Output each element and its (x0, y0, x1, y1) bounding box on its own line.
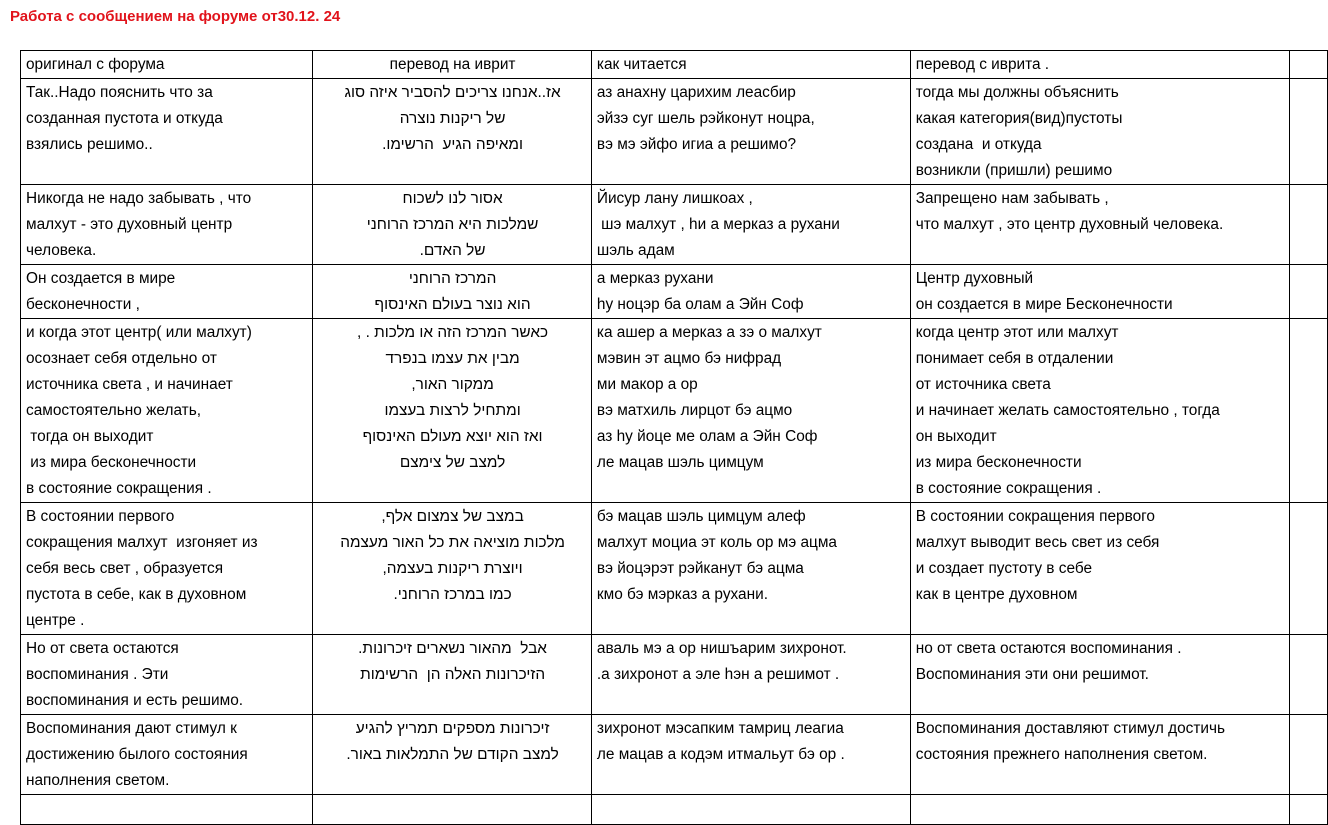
table-row (21, 715, 1328, 795)
cell-line: הזיכרונות האלה הן הרשימות (360, 666, 546, 683)
translation-cell (910, 265, 1289, 319)
cell-line: של ריקנות נוצרה (399, 110, 506, 127)
cell-line: В состоянии первого (26, 508, 175, 525)
extra-cell (1289, 715, 1328, 795)
original-cell (21, 503, 313, 635)
table-row-partial (21, 795, 1328, 825)
cell-line: ка ашер а мерказ а зэ о малхут (596, 324, 822, 341)
original-cell (21, 79, 313, 185)
cell-line: тогда он выходит (26, 428, 154, 445)
cell-line: человека. (26, 242, 97, 259)
cell-line: ми макор а ор (596, 376, 698, 393)
reading-cell (591, 265, 910, 319)
cell-line: как в центре духовном (915, 586, 1078, 603)
cell-line: вэ матхиль лирцот бэ ацмо (596, 402, 793, 419)
hebrew-cell (313, 79, 592, 185)
cell-line: כמו במרכז הרוחני. (393, 586, 512, 603)
original-cell (21, 319, 313, 503)
cell-line: כאשר המרכז הזה או מלכות . , (357, 324, 549, 341)
hebrew-cell (313, 715, 592, 795)
cell-line: а мерказ рухани (596, 270, 714, 287)
cell-line: достижению былого состояния (26, 746, 248, 763)
cell-line: ויוצרת ריקנות בעצמה, (382, 560, 523, 577)
cell-line: шэ малхут , hи а мерказ а рухани (596, 216, 840, 233)
cell-line: кмо бэ мэрказ а рухани. (596, 586, 768, 603)
document-title: Работа с сообщением на форуме от30.12. 24 (10, 8, 341, 25)
cell-line: Воспоминания дают стимул к (26, 720, 237, 737)
cell-line: малхут выводит весь свет из себя (915, 534, 1160, 551)
cell-line: но от света остаются воспоминания . (915, 640, 1182, 657)
cell-line: он создается в мире Бесконечности (915, 296, 1173, 313)
cell-line: ле мацав а кодэм итмальут бэ ор . (596, 746, 845, 763)
table-row (21, 319, 1328, 503)
reading-cell (591, 185, 910, 265)
cell-line: бесконечности , (26, 296, 140, 313)
cell-line: наполнения светом. (26, 772, 170, 789)
table-row (21, 185, 1328, 265)
cell-line: состояния прежнего наполнения светом. (915, 746, 1208, 763)
cell-line: ממקור האור, (411, 376, 494, 393)
extra-cell (1289, 635, 1328, 715)
cell-line: себя весь свет , образуется (26, 560, 224, 577)
header-cell-extra (1289, 51, 1328, 79)
table-row (21, 265, 1328, 319)
cell-line: аз hу йоце ме олам а Эйн Соф (596, 428, 818, 445)
translation-cell (910, 319, 1289, 503)
cell-line: в состояние сокращения . (915, 480, 1102, 497)
extra-cell (1289, 265, 1328, 319)
cell-line: ומתחיל לרצות בעצמו (384, 402, 521, 419)
header-cell-hebrew-translation: перевод на иврит (313, 51, 592, 79)
empty-cell (313, 795, 592, 825)
hebrew-cell (313, 185, 592, 265)
cell-line: למצב של צימצם (399, 454, 506, 471)
translation-table (20, 50, 1328, 825)
cell-line: Воспоминания доставляют стимул достичь (915, 720, 1226, 737)
header-row (21, 51, 1328, 79)
extra-cell (1289, 185, 1328, 265)
cell-line: бэ мацав шэль цимцум алеф (596, 508, 806, 525)
translation-cell (910, 79, 1289, 185)
reading-cell (591, 635, 910, 715)
cell-line: מלכות מוציאה את כל האור מעצמה (340, 534, 565, 551)
cell-line: שמלכות היא המרכז הרוחני (366, 216, 539, 233)
cell-line: למצב הקודם של התמלאות באור. (346, 746, 559, 763)
empty-cell (910, 795, 1289, 825)
cell-line: אז..אנחנו צריכים להסביר איזה סוג (344, 84, 561, 101)
cell-line: зихронот мэсапким тамриц леагиа (596, 720, 844, 737)
cell-line: сокращения малхут изгоняет из (26, 534, 258, 551)
cell-line: тогда мы должны объяснить (915, 84, 1119, 101)
cell-line: Центр духовный (915, 270, 1034, 287)
cell-line: малхут - это духовный центр (26, 216, 233, 233)
extra-cell (1289, 79, 1328, 185)
cell-line: когда центр этот или малхут (915, 324, 1119, 341)
cell-line: hу ноцэр ба олам а Эйн Соф (596, 296, 804, 313)
hebrew-cell (313, 635, 592, 715)
header-cell-reading: как читается (591, 51, 910, 79)
cell-line: аваль мэ а ор нишъарим зихронот. (596, 640, 847, 657)
cell-line: אבל מהאור נשארים זיכרונות. (358, 640, 547, 657)
cell-line: шэль адам (596, 242, 675, 259)
table-row (21, 79, 1328, 185)
hebrew-cell (313, 265, 592, 319)
reading-cell (591, 715, 910, 795)
cell-line: и создает пустоту в себе (915, 560, 1093, 577)
cell-line: ле мацав шэль цимцум (596, 454, 764, 471)
cell-line: осознает себя отдельно от (26, 350, 217, 367)
cell-line: המרכז הרוחני (408, 270, 497, 287)
reading-cell (591, 319, 910, 503)
cell-line: מבין את עצמו בנפרד (385, 350, 520, 367)
table-row (21, 503, 1328, 635)
header-cell-original: оригинал с форума (21, 51, 313, 79)
reading-cell (591, 503, 910, 635)
cell-line: Так..Надо пояснить что за (26, 84, 213, 101)
translation-cell (910, 715, 1289, 795)
cell-line: аз анахну царихим леасбир (596, 84, 796, 101)
empty-cell (21, 795, 313, 825)
cell-line: .а зихронот а эле hэн а решимот . (596, 666, 840, 683)
cell-line: вэ йоцэрэт рэйканут бэ ацма (596, 560, 804, 577)
cell-line: малхут моциа эт коль ор мэ ацма (596, 534, 837, 551)
extra-cell (1289, 503, 1328, 635)
translation-cell (910, 503, 1289, 635)
cell-line: что малхут , это центр духовный человека. (915, 216, 1224, 233)
original-cell (21, 265, 313, 319)
cell-line: в состояние сокращения . (26, 480, 212, 497)
cell-line: במצב של צמצום אלף, (381, 508, 524, 525)
extra-cell (1289, 319, 1328, 503)
cell-line: источника света , и начинает (26, 376, 233, 393)
empty-cell (591, 795, 910, 825)
cell-line: В состоянии сокращения первого (915, 508, 1155, 525)
cell-line: возникли (пришли) решимо (915, 162, 1113, 179)
cell-line: мэвин эт ацмо бэ нифрад (596, 350, 782, 367)
cell-line: создана и откуда (915, 136, 1042, 153)
cell-line: Никогда не надо забывать , что (26, 190, 252, 207)
cell-line: вэ мэ эйфо игиа а решимо? (596, 136, 797, 153)
cell-line: воспоминания . Эти (26, 666, 169, 683)
cell-line: Запрещено нам забывать , (915, 190, 1109, 207)
hebrew-cell (313, 319, 592, 503)
cell-line: какая категория(вид)пустоты (915, 110, 1123, 127)
cell-line: и когда этот центр( или малхут) (26, 324, 252, 341)
cell-line: Воспоминания эти они решимот. (915, 666, 1149, 683)
reading-cell (591, 79, 910, 185)
cell-line: воспоминания и есть решимо. (26, 692, 244, 709)
cell-line: и начинает желать самостоятельно , тогда (915, 402, 1220, 419)
cell-line: от источника света (915, 376, 1051, 393)
cell-line: ומאיפה הגיע הרשימו. (382, 136, 524, 153)
cell-line: אסור לנו לשכוח (402, 190, 503, 207)
cell-line: понимает себя в отдалении (915, 350, 1114, 367)
cell-line: взялись решимо.. (26, 136, 153, 153)
cell-line: Но от света остаются (26, 640, 179, 657)
cell-line: самостоятельно желать, (26, 402, 202, 419)
cell-line: из мира бесконечности (915, 454, 1082, 471)
cell-line: זיכרונות מספקים תמריץ להגיע (355, 720, 550, 737)
table-row (21, 635, 1328, 715)
cell-line: из мира бесконечности (26, 454, 197, 471)
original-cell (21, 715, 313, 795)
original-cell (21, 635, 313, 715)
cell-line: пустота в себе, как в духовном (26, 586, 247, 603)
cell-line: של האדם. (419, 242, 486, 259)
cell-line: эйзэ суг шель рэйконут ноцра, (596, 110, 815, 127)
original-cell (21, 185, 313, 265)
cell-line: Йисур лану лишкоах , (596, 190, 753, 207)
cell-line: созданная пустота и откуда (26, 110, 223, 127)
translation-cell (910, 635, 1289, 715)
cell-line: Он создается в мире (26, 270, 176, 287)
cell-line: центре . (26, 612, 85, 629)
cell-line: ואז הוא יוצא מעולם האינסוף (362, 428, 543, 445)
cell-line: он выходит (915, 428, 997, 445)
empty-cell (1289, 795, 1328, 825)
header-cell-translation-from-hebrew: перевод с иврита . (910, 51, 1289, 79)
translation-cell (910, 185, 1289, 265)
hebrew-cell (313, 503, 592, 635)
cell-line: הוא נוצר בעולם האינסוף (374, 296, 531, 313)
